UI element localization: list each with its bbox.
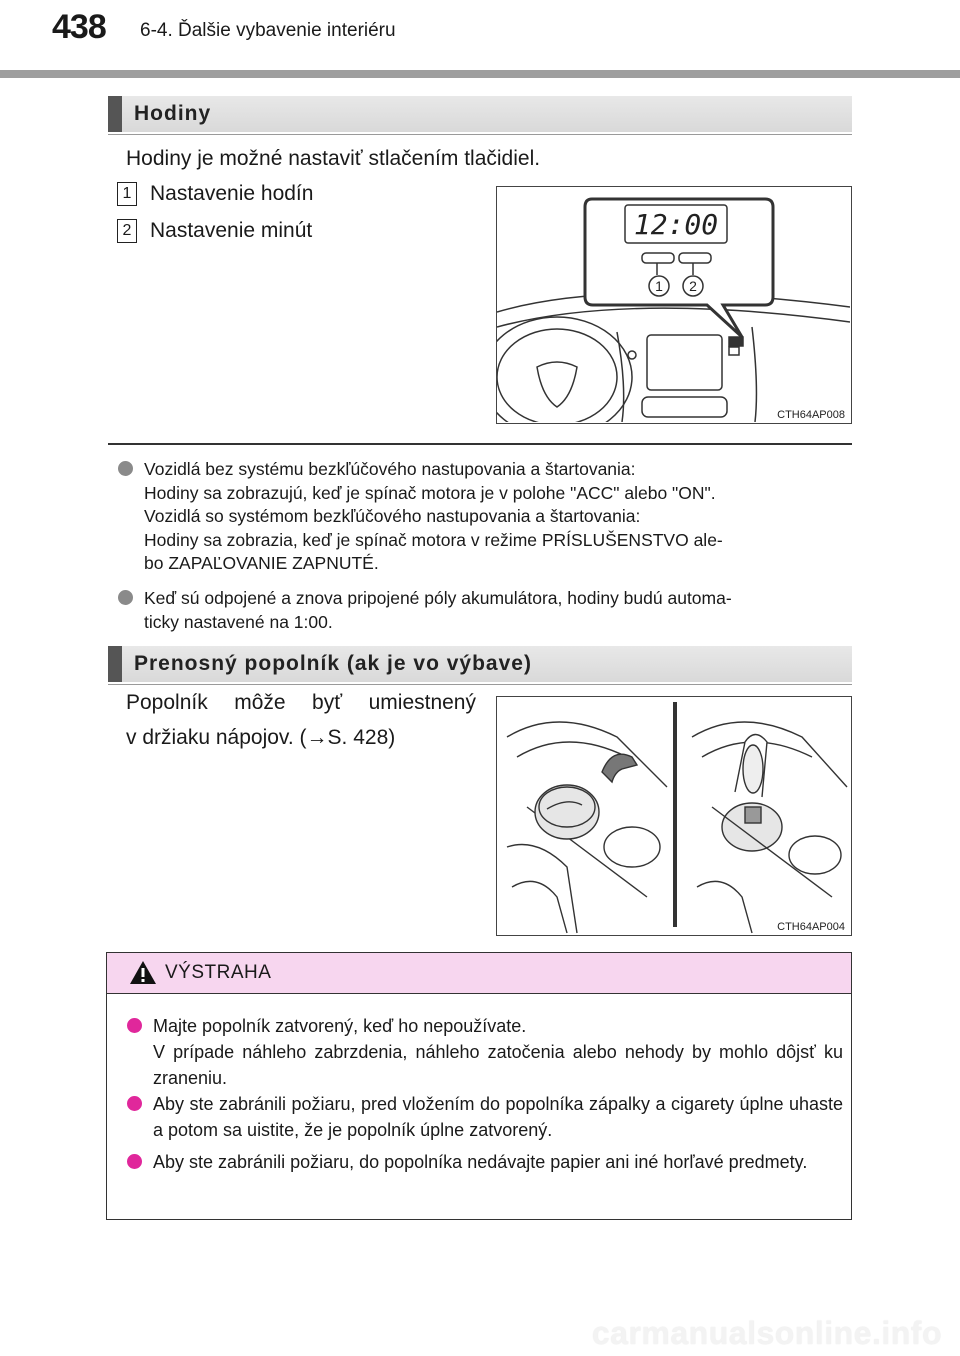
warning-box xyxy=(106,952,852,1220)
note-clock-display xyxy=(118,458,854,576)
item-label-hours: Nastavenie hodín xyxy=(150,182,314,205)
clock-figure xyxy=(496,186,852,424)
warning-item xyxy=(127,1149,843,1175)
warning-triangle-icon xyxy=(129,960,157,985)
chapter-title: 6-4. Ďalšie vybavenie interiéru xyxy=(140,20,396,41)
ashtray-text-line2: v držiaku nápojov. (→S. 428) xyxy=(126,726,396,749)
warning-text: Aby ste zabránili požiaru, do popolníka nedávajte papier ani iné horľavé predmety. xyxy=(153,1152,808,1172)
warning-header xyxy=(107,953,851,994)
figure-code-clock: CTH64AP008 xyxy=(777,409,845,421)
watermark: carmanualsonline.info xyxy=(591,1315,942,1351)
warning-bullet xyxy=(127,1154,142,1169)
clock-display-text: 12:00 xyxy=(633,208,719,241)
notes-divider xyxy=(108,443,852,445)
note-bullet xyxy=(118,461,133,476)
clock-intro: Hodiny je možné nastaviť stlačením tlačidiel. xyxy=(126,147,541,170)
note-text: Vozidlá bez systému bezkľúčového nastupovania a štartovania: Hodiny sa zobrazujú, keď je spínač motora je v polohe "ACC" alebo "ON". Vozidlá so systémom bezkľúčového nastupovania a štartovania: Hodiny sa zobrazia, keď je spínač motora v režime PRÍSLUŠENSTVO ale- bo ZAPAĽOVANIE ZAPNUTÉ. xyxy=(144,459,723,573)
figure-code-ashtray: CTH64AP004 xyxy=(777,921,845,933)
note-text: Keď sú odpojené a znova pripojené póly akumulátora, hodiny budú automa- ticky nastavené na 1:00. xyxy=(144,588,732,632)
warning-text: Aby ste zabránili požiaru, pred vložením do popolníka zápalky a cigarety úplne uhaste a potom sa uistite, že je popolník úplne zatvorený. xyxy=(153,1094,843,1140)
ashtray-text-line1: Popolník môže byť umiestnený xyxy=(126,691,476,714)
dashboard-illustration xyxy=(497,187,850,422)
ashtray-illustration xyxy=(497,697,850,934)
warning-item xyxy=(127,1091,843,1143)
item-number-1: 1 xyxy=(117,182,137,206)
item-number-2: 2 xyxy=(117,219,137,243)
note-bullet xyxy=(118,590,133,605)
page-number: 438 xyxy=(52,8,106,46)
warning-bullet xyxy=(127,1018,142,1033)
callout-1: 1 xyxy=(655,278,663,294)
warning-text: Majte popolník zatvorený, keď ho nepoužívate. V prípade náhleho zabrzdenia, náhleho zatočenia alebo nehody by mohlo dôjsť ku zraneniu. xyxy=(153,1016,843,1088)
ashtray-figure xyxy=(496,696,852,936)
section-header-ashtray: Prenosný popolník (ak je vo výbave) xyxy=(108,646,852,682)
warning-item xyxy=(127,1013,843,1091)
warning-bullet xyxy=(127,1096,142,1111)
callout-2: 2 xyxy=(689,278,697,294)
note-battery-reset xyxy=(118,587,854,634)
section-header-clock: Hodiny xyxy=(108,96,852,132)
header-rule xyxy=(0,70,960,78)
item-label-minutes: Nastavenie minút xyxy=(150,219,313,242)
warning-title: VÝSTRAHA xyxy=(165,962,272,983)
